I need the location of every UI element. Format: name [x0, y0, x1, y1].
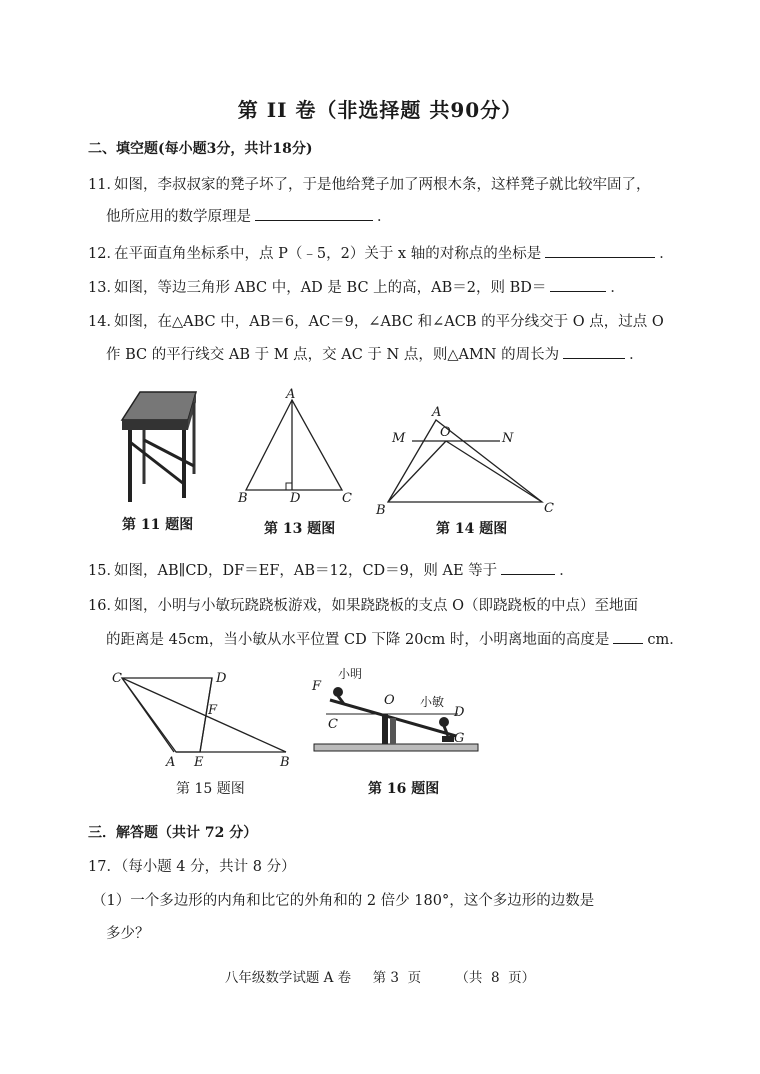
label-E: E [194, 755, 204, 770]
punctuation: ． [659, 246, 674, 262]
figure-11-caption: 第 11 题图 [122, 517, 194, 533]
figure-13-caption: 第 13 题图 [264, 521, 336, 537]
question-13 [88, 276, 625, 297]
figure-14-triangle [374, 404, 564, 516]
label-O: O [440, 425, 451, 440]
question-number: 12． [88, 246, 121, 262]
answer-blank[interactable] [545, 243, 655, 258]
punctuation: ． [377, 209, 392, 225]
question-text: 如图，AB∥CD，DF＝EF，AB＝12，CD＝9，则 AE 等于 [114, 563, 498, 579]
question-number: 11． [88, 177, 121, 193]
question-text: 他所应用的数学原理是 [106, 209, 251, 225]
label-C: C [328, 717, 338, 732]
figure-16-seesaw [308, 664, 480, 760]
question-16 [88, 594, 638, 615]
stool-figure [108, 384, 216, 504]
answer-blank[interactable] [255, 206, 373, 221]
label-D: D [216, 671, 227, 686]
section-3-heading: 三．解答题（共计 72 分） [88, 825, 258, 841]
question-number: 15． [88, 563, 121, 579]
label-C: C [544, 501, 554, 516]
punctuation: ． [610, 280, 625, 296]
label-M: M [392, 431, 406, 446]
label-C: C [342, 491, 352, 506]
question-text: 如图，等边三角形 ABC 中，AD 是 BC 上的高，AB＝2，则 BD＝ [114, 280, 547, 296]
label-xiaoming: 小明 [338, 667, 363, 681]
question-17-part-1: （1）一个多边形的内角和比它的外角和的 2 倍少 180°，这个多边形的边数是 [92, 893, 595, 909]
question-number: 14． [88, 314, 121, 330]
question-14 [88, 310, 664, 331]
question-14-line-2 [106, 343, 644, 364]
label-B: B [280, 755, 290, 770]
answer-blank[interactable] [501, 560, 555, 575]
question-text: 如图，李叔叔家的凳子坏了，于是他给凳子加了两根木条，这样凳子就比较牢固了， [114, 177, 651, 193]
question-11 [88, 173, 651, 194]
question-text: 作 BC 的平行线交 AB 于 M 点，交 AC 于 N 点，则△AMN 的周长为 [106, 347, 560, 363]
question-16-line-2 [106, 628, 684, 649]
question-number: 13． [88, 280, 121, 296]
label-O: O [384, 693, 395, 708]
question-text: 在平面直角坐标系中，点 P（﹣5，2）关于 x 轴的对称点的坐标是 [114, 246, 542, 262]
section-2-heading: 二、填空题(每小题3分，共计18分) [88, 141, 313, 157]
punctuation: ． [629, 347, 644, 363]
answer-blank[interactable] [613, 629, 643, 644]
figure-15-caption: 第 15 题图 [176, 781, 245, 797]
label-A: A [166, 755, 176, 770]
answer-blank[interactable] [563, 344, 625, 359]
label-xiaomin: 小敏 [420, 695, 445, 709]
question-17-part-1-line-2: 多少？ [106, 926, 150, 942]
question-11-line-2 [106, 205, 392, 226]
figure-16-caption: 第 16 题图 [368, 781, 440, 797]
label-A: A [286, 387, 296, 402]
answer-blank[interactable] [550, 277, 606, 292]
figure-13-triangle [230, 386, 360, 506]
label-F: F [312, 679, 322, 694]
punctuation: ． [559, 563, 574, 579]
label-B: B [238, 491, 248, 506]
question-text: 如图，在△ABC 中，AB＝6，AC＝9，∠ABC 和∠ACB 的平分线交于 O 点，过点 O [114, 314, 664, 330]
question-text: 的距离是 45cm，当小敏从水平位置 CD 下降 20cm 时，小明离地面的高度是 [106, 632, 610, 648]
question-number: 16． [88, 598, 121, 614]
label-G: G [454, 731, 465, 746]
label-F: F [208, 703, 218, 718]
label-N: N [502, 431, 514, 446]
punctuation: cm． [647, 632, 684, 648]
question-15 [88, 559, 574, 580]
question-17-intro: 17．（每小题 4 分，共计 8 分） [88, 859, 296, 875]
figure-15-diagram [108, 666, 296, 770]
page-footer: 八年级数学试题 A 卷 第 3 页 （共 8 页） [224, 970, 536, 986]
question-12 [88, 242, 674, 263]
label-D: D [290, 491, 301, 506]
label-D: D [454, 705, 465, 720]
label-B: B [376, 503, 386, 516]
label-A: A [432, 405, 442, 420]
question-text: 如图，小明与小敏玩跷跷板游戏，如果跷跷板的支点 O（即跷跷板的中点）至地面 [114, 598, 638, 614]
label-C: C [112, 671, 122, 686]
page-title: 第 II 卷（非选择题 共90分） [237, 98, 523, 122]
figure-14-caption: 第 14 题图 [436, 521, 508, 537]
